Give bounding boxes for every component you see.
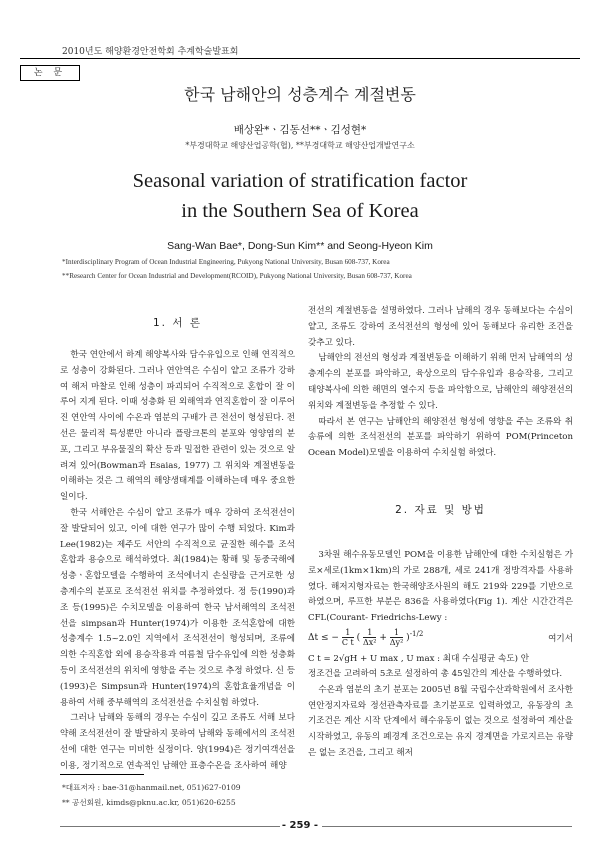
korean-authors: 배상완*ㆍ김동선**ㆍ김성현* [233,124,367,136]
proceedings-header: 2010년도 해양환경안전학회 추계학술발표회 [62,47,239,57]
english-affiliation-2: **Research Center for Ocean Industrial and Development(RCOID), Pukyong National University, Busan 608-737, Korea [62,272,412,280]
cfl-formula: Δt ≤ − $\frac{1}{\text{C t}}$ ( $\frac{1}{\text{Δx²}}$ + $\frac{1}{\text{Δy²}}$ )$^{-1/2}$ 여기서 [308,628,573,647]
section-heading-introduction: 1. 서 론 [153,317,202,329]
english-authors: Sang-Wan Bae*, Dong-Sun Kim** and Seong-Hyeon Kim [167,240,433,252]
paragraph: 따라서 본 연구는 남해안의 해양전선 형성에 영향을 주는 조류와 취송류에 의한 조석전선의 분포를 파악하기 위하여 POM(Princeton Ocean Model)모델을 이용하여 수치실험 하였다. [308,416,573,459]
header-rule [20,58,580,59]
paragraph: 남해안의 전선의 형성과 계절변동을 이해하기 위해 먼저 남해역의 성층계수의 분포를 파악하고, 육상으로의 담수유입과 용승작용, 그리고 태양복사에 의한 해면의 열수지 등을 파악함으로, 남해안의 해양전선의 위치와 계절변동을 추정할 수 있다. [308,353,573,411]
korean-affiliation: *부경대학교 해양산업공학(협), **부경대학교 해양산업개발연구소 [185,141,415,150]
paragraph: 한국 연안에서 하계 해양복사와 담수유입으로 인해 연직적으로 성층이 강화된다. 그러나 연안역은 수심이 얕고 조류가 강하여 해저 마찰로 인해 성층이 파괴되어 수직적으로 혼합이 잘 이루어 지게 된다. 이때 성층화 된 외해역과 연직혼합이 잘 이루어진 연안역 사이에 수온과 염분의 구배가 큰 전선이 형성된다. 전선은 물리적 특성뿐만 아니라 플랑크톤의 분포와 영양염의 분포, 그리고 부유물질의 확산 등과 밀접한 관련이 있는 것으로 알려져 있어(Bowman과 Esaias, 1977) 그 위치와 계절변동을 이해하는 것은 그 해역의 해양생태계를 이해하는데 매우 중요한 일이다. [60,350,295,503]
paragraph: 그러나 남해와 동해의 경우는 수심이 깊고 조류도 서해 보다 약해 조석전선이 잘 발달하지 못하여 남해와 동해에서의 조석전선에 대한 연구는 미비한 실정이다. 양(1994)은 정기여객선을 이용, 정기적으로 연속적인 남해안 표층수온을 조사하여 해양 [60,713,295,771]
section-heading-methods: 2. 자료 및 방법 [395,504,486,516]
formula-suffix: 여기서 [548,634,573,644]
english-title-line-1: Seasonal variation of stratification factor [132,170,468,192]
paragraph: 정조건을 고려하여 5초로 설정하여 총 45일간의 계산을 수행하였다. [308,669,563,679]
right-column-top [308,304,573,462]
english-title-line-2: in the Southern Sea of Korea [181,200,419,222]
formula-lhs: Δt ≤ [308,633,329,643]
paragraph: 3차원 해수유동모델인 POM을 이용한 남해안에 대한 수치실험은 가로×세로(1km×1km)의 가로 288개, 세로 241개 정방격자를 사용하였다. 해저지형자료는 한국해양조사원의 해도 219와 229를 기반으로 하였으며, 루프한 부분은 836을 사용하였다(Fig 1). 계산 시간간격은 CFL(Courant- Friedrichs-Lewy : [308,550,573,624]
korean-title: 한국 남해안의 성층계수 계절변동 [184,85,416,104]
right-column-methods [308,548,573,627]
right-column-bottom [308,667,573,762]
footnote-rule [60,774,144,775]
paragraph: 수온과 염분의 초기 분포는 2005년 8월 국립수산과학원에서 조사한 연안정지자료와 정선관측자료를 초기분포로 입력하였고, 유동장의 초기조건은 계산 시작 단계에서 해수유동이 없는 것으로 설정하여 계산을 시작하였고, 유동의 폐경계 조건으로는 유지 경계면을 가로지르는 유량은 없는 조건을, 그리고 해저 [308,684,573,758]
paragraph: 전선의 계절변동을 설명하였다. 그러나 남해의 경우 동해보다는 수심이 얕고, 조류도 강하여 조석전선의 형성에 있어 동해보다 유리한 조건을 갖추고 있다. [308,306,573,348]
left-column [60,348,295,775]
footnote-1: *대표저자 : bae-31@hanmail.net, 051)627-0109 [62,783,241,792]
paper-type-tag: 논 문 [20,65,80,81]
formula-fraction: $\frac{1}{\text{C t}}$ [341,628,354,647]
footnote-2: ** 공선회원, kimds@pknu.ac.kr, 051)620-6255 [62,798,236,807]
english-affiliation-1: *Interdisciplinary Program of Ocean Industrial Engineering, Pukyong National University, Busan 608-737, Korea [62,258,390,266]
cfl-formula-line-2: C t = 2√gH + U max , U max : 최대 수심평균 속도) 안 [308,654,530,664]
paragraph: 한국 서해안은 수심이 얕고 조류가 매우 강하여 조석전선이 잘 발달되어 있고, 이에 대한 연구가 많이 수행 되었다. Kim과 Lee(1982)는 제주도 서안의 수직적으로 균질한 해수를 조석혼합과 용승으로 해석하였다. 최(1984)는 황해 및 동중국해에 성층ㆍ혼합모델을 수행하여 조석에너지 손실량을 근거로한 성층계수의 분포로 조석전선 위치를 추정하였다. 정 등(1990)과 조 등(1995)은 수치모델을 이용하여 한국 남서해역의 조석전선을 simpsan과 Hunter(1974)가 이용한 조석혼합에 대한 성층계수 1.5~2.0인 지역에서 조석전선이 형성되며, 조류에 의한 수직혼합 외에 용승작용과 여름철 담수유입에 의한 성층화 등이 조석전선의 위치에 영향을 주는 것으로 추정 하였다. 신 등(1993)은 Simpsun과 Hunter(1974)의 혼합효율개념을 이용하여 서해 중부해역의 조석전선을 수치실험 하였다. [60,507,295,708]
formula-fraction: $\frac{1}{\text{Δy²}}$ [389,628,404,647]
formula-fraction: $\frac{1}{\text{Δx²}}$ [362,628,377,647]
page-number: - 259 - [281,820,319,831]
